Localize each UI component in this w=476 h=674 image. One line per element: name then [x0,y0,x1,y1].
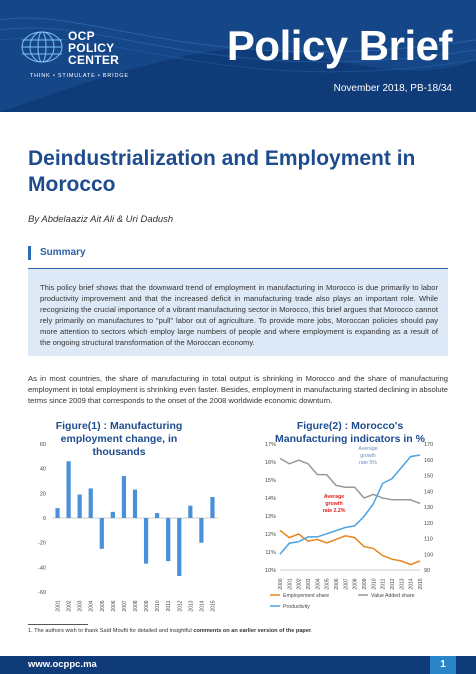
x-tick-label: 2007 [343,578,350,590]
left-axis-tick-label: 13% [264,514,276,520]
x-tick-label: 2010 [155,600,162,612]
author-byline: By Abdelaaziz Ait Ali & Uri Dadush [28,214,174,225]
footer-website-link[interactable]: www.ocppc.ma [28,659,97,670]
footnote [28,628,448,634]
legend-label: Productivity [283,604,310,610]
x-tick-label: 2001 [287,578,294,590]
bar [166,518,170,561]
right-axis-tick-label: 150 [424,473,434,480]
bar [188,506,192,518]
x-tick-label: 2002 [66,600,73,612]
summary-box [28,268,448,356]
x-tick-label: 2006 [110,600,117,612]
x-tick-label: 2005 [324,578,331,590]
footnote-text: 1. The authors wish to thank Saïd Moufti for detailed and insightful [28,628,194,634]
body-paragraph: As in most countries, the share of manufacturing in total output is shrinking in Morocco and the share of manufacturing employment in total employment is shrinking even faster. Besides, employment in manufacturing started declining in absolute terms since 2009 that corresponds to the onset of the 2008 worldwide economic downturn. [28,374,448,405]
y-tick-label: 20 [39,491,46,498]
bar [199,518,203,543]
footer-bar [0,656,476,674]
logo-text-policy: POLICY [68,41,115,55]
annotation-employment-growth: rate 2.2% [322,508,346,514]
right-axis-tick-label: 140 [424,489,434,496]
figure1-bar-chart [28,436,228,616]
bar [144,518,148,564]
x-tick-label: 2002 [296,578,303,590]
left-axis-tick-label: 17% [264,442,276,448]
x-tick-label: 2005 [99,600,106,612]
logo-text-center: CENTER [68,53,120,67]
summary-heading: Summary [28,246,86,260]
bar [55,508,59,518]
series-line-productivity [280,455,420,554]
footnote-bold-text: comments on an earlier version of the paper [193,628,312,634]
bar [66,461,70,518]
page-number: 1 [430,656,456,674]
x-tick-label: 2015 [418,578,424,590]
figure2-line-chart [250,436,450,616]
x-tick-label: 2009 [362,578,368,590]
right-axis-tick-label: 130 [424,505,434,511]
bar [89,488,93,518]
globe-logo-icon [20,28,64,66]
bar [210,497,214,518]
x-tick-label: 2012 [390,578,396,590]
annotation-employment-growth: growth [325,501,343,507]
x-tick-label: 2008 [133,600,139,612]
bar [177,518,181,576]
bar [111,512,115,518]
x-tick-label: 2006 [334,578,340,590]
x-tick-label: 2004 [88,600,95,612]
right-axis-tick-label: 90 [424,568,431,574]
series-line-employement-share [280,530,420,564]
bar [100,518,104,549]
summary-text: This policy brief shows that the downward trend of employment in manufacturing in Morocco is due primarily to labor productivity improvement and that the increased deficit in manufacturing trade also plays an important role. While recognizing the crucial importance of a vibrant manufacturing sector in Morocco, this brief argues that Morocco cannot rely primarily on manufactures to "pull" labor out of agriculture. To provide more jobs, Moroccan policies should pay more attention to sectors which employ large numbers of people and where employment is expanding as a result of the ongoing structural transformation of the Moroccan economy. [40,283,438,347]
y-tick-label: 40 [39,466,46,473]
logo-text-ocp: OCP [68,29,95,43]
summary-divider [28,268,448,269]
logo-tagline: THINK • STIMULATE • BRIDGE [30,73,129,79]
footnote-divider [28,624,88,625]
x-tick-label: 2014 [199,600,206,612]
left-axis-tick-label: 16% [264,460,276,466]
left-axis-tick-label: 15% [264,478,276,484]
x-tick-label: 2011 [166,600,173,612]
right-axis-tick-label: 170 [424,442,434,448]
annotation-productivity-growth: rate 5% [359,460,377,466]
x-tick-label: 2000 [278,578,284,590]
right-axis-tick-label: 110 [424,536,433,543]
x-tick-label: 2009 [144,600,151,612]
x-tick-label: 2014 [408,578,415,590]
annotation-productivity-growth: Average [358,446,378,452]
x-tick-label: 2013 [399,578,406,590]
x-tick-label: 2015 [210,600,217,612]
figure1-title: Figure(1) : Manufacturing employment change, in thousands [55,420,183,458]
right-axis-tick-label: 100 [424,552,434,559]
y-tick-label: -40 [38,565,46,572]
y-tick-label: 0 [42,516,46,522]
legend-label: Value Added share [371,593,415,599]
y-tick-label: -20 [38,540,46,547]
y-tick-label: 60 [39,442,46,448]
annotation-productivity-growth: growth [360,453,376,459]
x-tick-label: 2011 [380,578,387,590]
x-tick-label: 2007 [121,600,128,612]
legend-label: Employement share [283,593,330,599]
policy-brief-title: Policy Brief [226,22,452,69]
x-tick-label: 2010 [371,578,378,590]
bar [78,495,82,518]
x-tick-label: 2003 [77,600,84,612]
bar [133,490,137,518]
y-tick-label: -60 [38,590,46,596]
left-axis-tick-label: 10% [264,568,276,574]
left-axis-tick-label: 12% [264,532,276,538]
x-tick-label: 2003 [306,578,312,590]
bar [155,513,159,518]
publication-date: November 2018, PB-18/34 [333,83,452,94]
annotation-employment-growth: Average [323,494,345,500]
left-axis-tick-label: 11% [265,550,276,556]
header-banner [0,0,476,112]
x-tick-label: 2012 [177,600,184,612]
x-tick-label: 2001 [55,600,62,612]
x-tick-label: 2013 [188,600,195,612]
x-tick-label: 2008 [352,578,359,590]
bar [122,476,126,518]
ocp-logo[interactable] [20,28,140,88]
x-tick-label: 2004 [315,578,322,590]
right-axis-tick-label: 160 [424,457,434,464]
left-axis-tick-label: 14% [264,496,276,502]
right-axis-tick-label: 120 [424,520,434,527]
footnote-suffix: . [311,628,313,634]
series-line-value-added-share [280,458,420,503]
article-title: Deindustrialization and Employment in Morocco [28,147,416,196]
figure2-title: Figure(2) : Morocco's Manufacturing indicators in % [275,420,425,445]
